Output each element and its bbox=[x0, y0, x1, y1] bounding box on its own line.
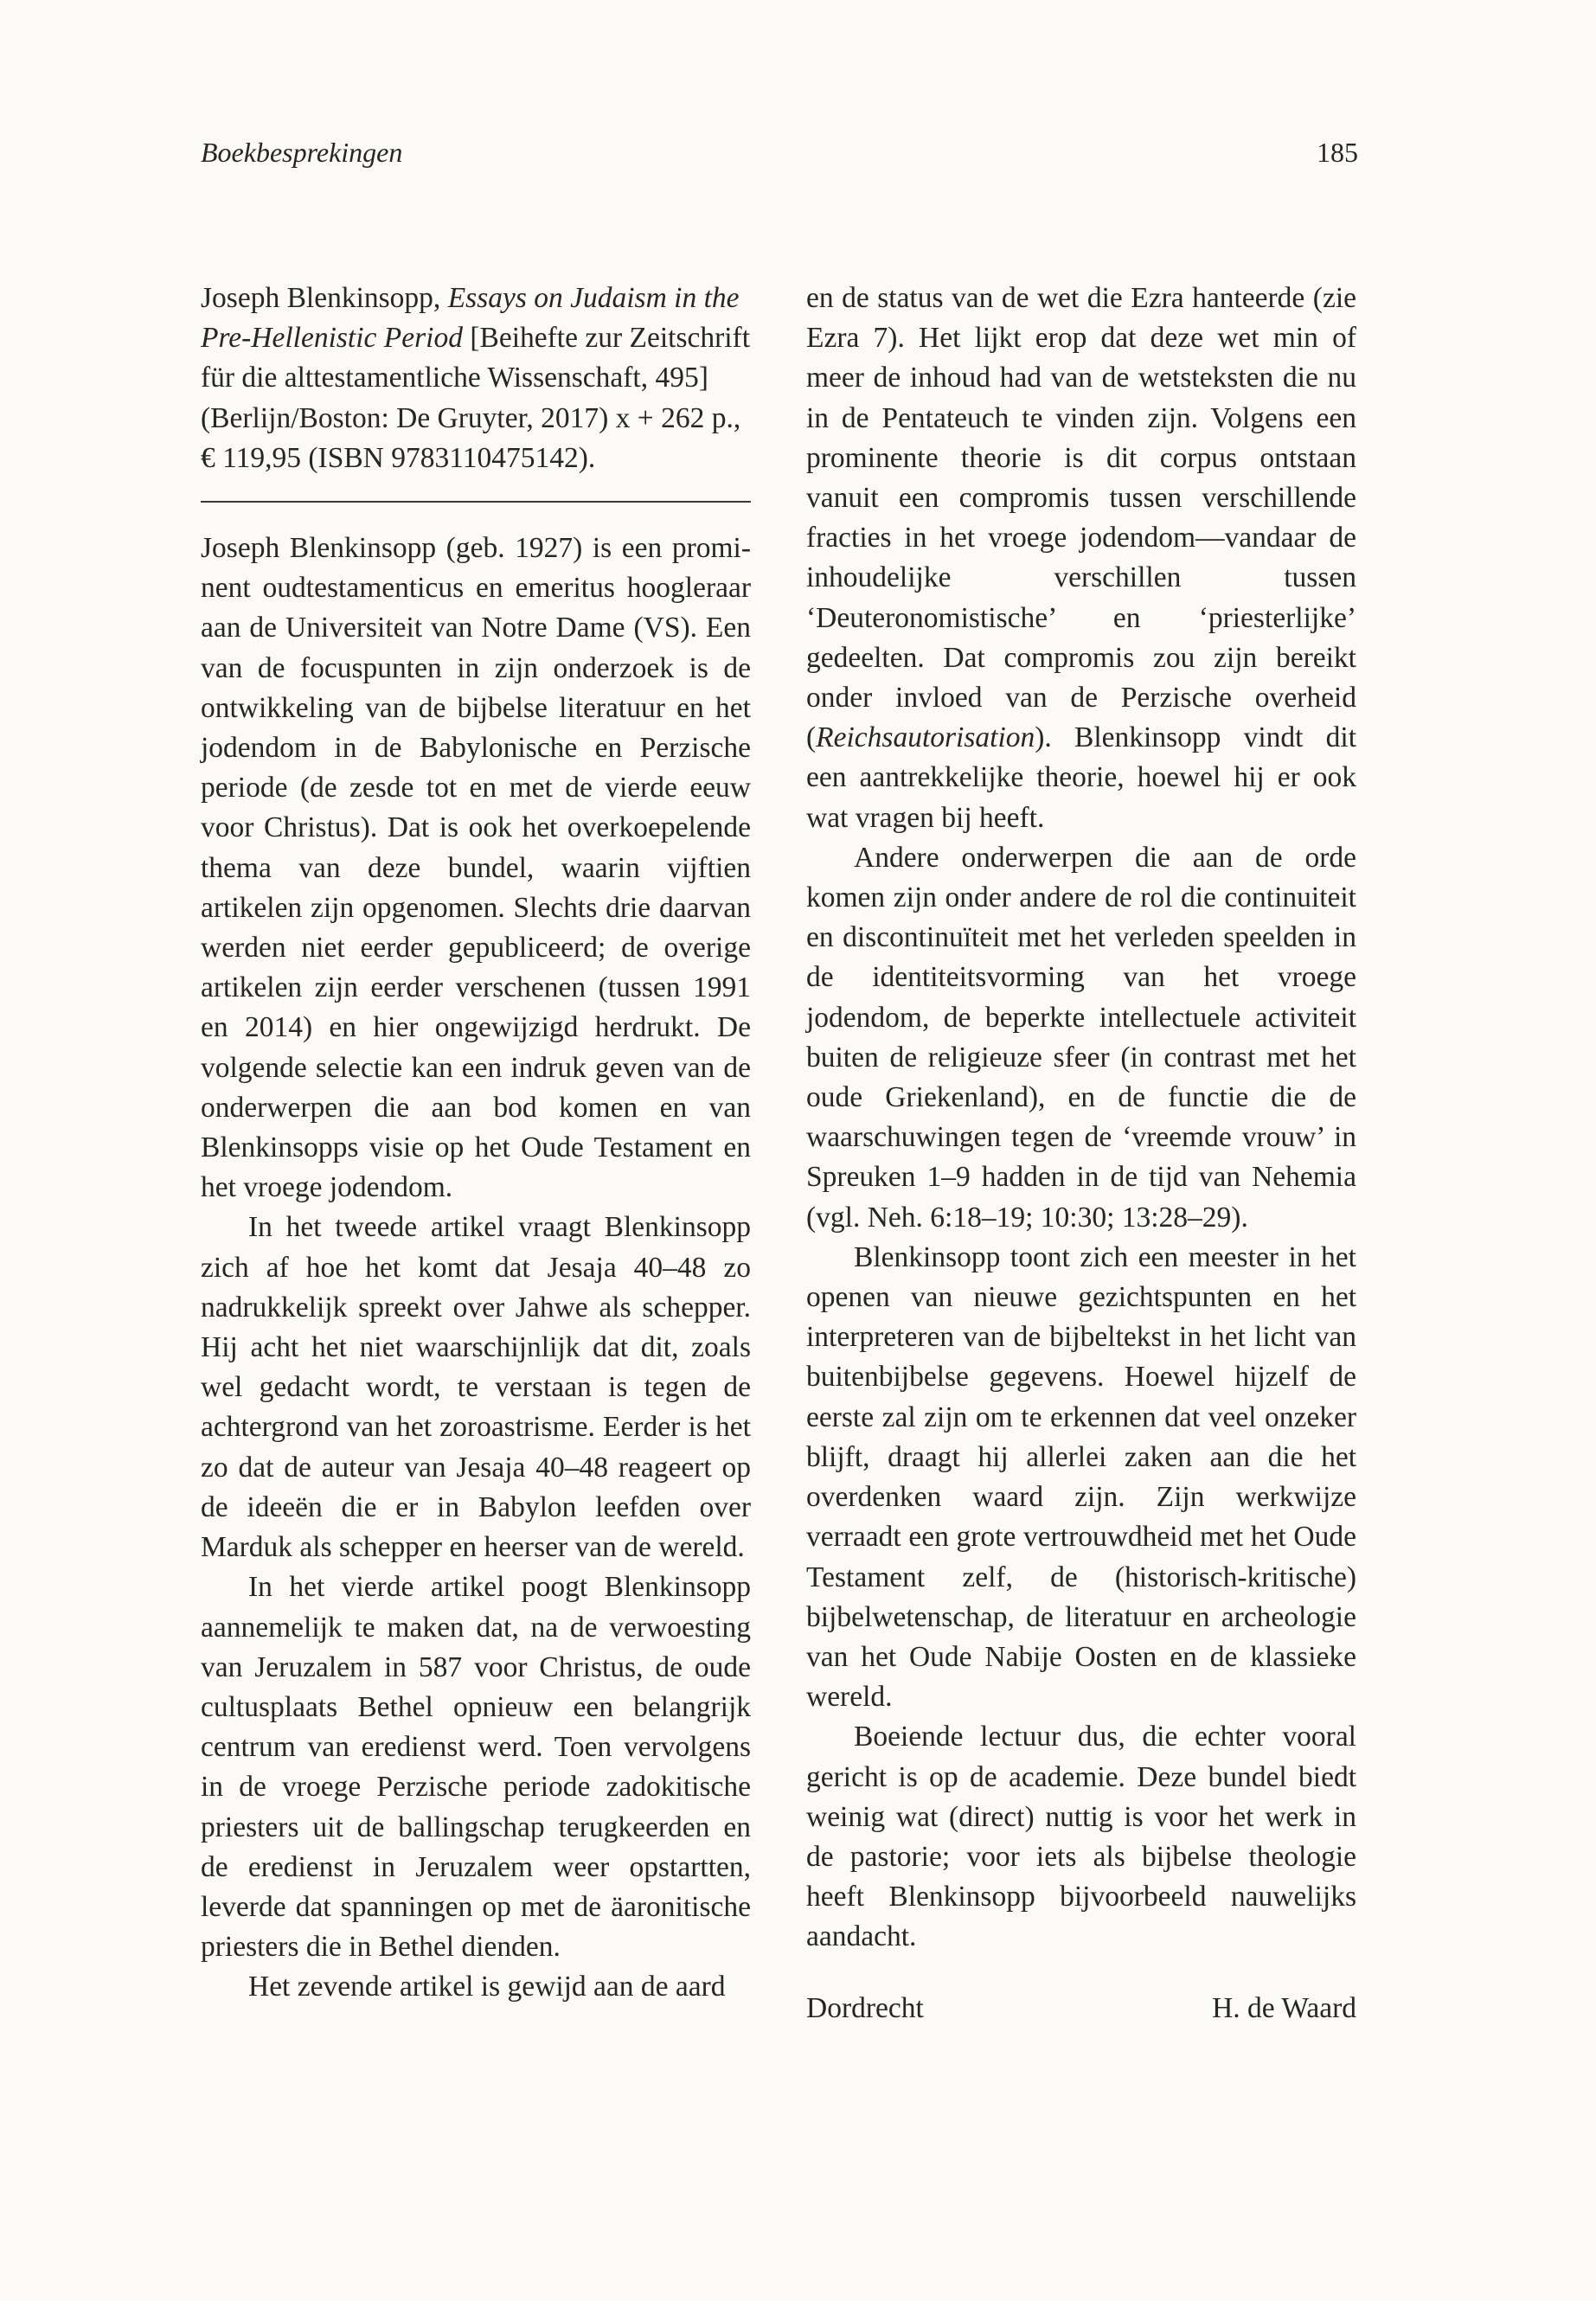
book-title: Essays on Judaism in the Pre-Hellenistic Period bbox=[201, 282, 740, 355]
review-paragraph-7: Boeiende lectuur dus, die echter vooral gericht is op de academie. Deze bundel biedt weinig wat (direct) nuttig is voor het werk in de pastorie; voor iets als bijbelse theologie heeft Blenkinsopp bijvoorbeeld nauwelijks aandacht. bbox=[806, 1721, 1356, 1953]
divider-rule bbox=[201, 501, 751, 503]
signature-place: Dordrecht bbox=[806, 1991, 924, 2024]
running-title: Boekbesprekingen bbox=[201, 137, 403, 168]
review-paragraph-3: In het vierde artikel poogt Blenkinsopp aannemelijk te maken dat, na de verwoesting van Jeruzalem in 587 voor Christus, de oude cultusplaats Bethel opnieuw een belangrijk centrum van eredienst werd. Toen vervolgens in de vroege Perzische periode zadokitische priesters uit de ballingschap terugkeerden en de eredienst in Jeruzalem weer opstartten, leverde dat spanningen op met de äaronitische priesters die in Bethel dienden. bbox=[201, 1571, 751, 1964]
book-details: [Beihefte zur Zeitschrift für die alttestamentliche Wissenschaft, 495] (Berlijn/Boston: De Gruyter, 2017) x + 262 p., € 119,95 (ISBN 9783110475142). bbox=[201, 322, 751, 474]
review-paragraph-4-continued: en de status van de wet die Ezra hanteerde (zie Ezra 7). Het lijkt erop dat deze wet min of meer de inhoud had van de wetsteksten die nu in de Pentateuch te vinden zijn. Volgens een prominente theorie is dit corpus ontstaan vanuit een compromis tussen verschillende fracties in het vroege jodendom—vandaar de inhoudelijke verschillen tussen ‘Deuteronomistische’ en ‘priesterlijke’ gedeelten. Dat compromis zou zijn bereikt onder invloed van de Perzische overheid (Reichsautorisation). Blenkinsopp vindt dit een aantrekkelijke theorie, hoewel hij er ook wat vragen bij heeft. bbox=[806, 282, 1356, 834]
review-term-reichsautorisation: Reichsautorisation bbox=[816, 721, 1035, 754]
signature-author: H. de Waard bbox=[1212, 1991, 1356, 2024]
review-paragraph-5: Andere onderwerpen die aan de orde komen zijn onder andere de rol die continuiteit en discontinuïteit met het verleden speelden in de identiteitsvorming van het vroege jodendom, de beperkte intellectuele activiteit buiten de religieuze sfeer (in contrast met het oude Griekenland), en de functie die de waarschuwingen tegen de ‘vreemde vrouw’ in Spreuken 1–9 hadden in de tijd van Nehemia (vgl. Neh. 6:18–19; 10:30; 13:28–29). bbox=[806, 841, 1356, 1234]
book-reference bbox=[201, 279, 751, 478]
review-paragraph-1: Joseph Blenkinsopp (geb. 1927) is een prominent oudtestamenticus en emeritus hoogleraar aan de Universiteit van Notre Dame (VS). Een van de focuspunten in zijn onderzoek is de ontwikkeling van de bijbelse literatuur en het jodendom in de Babylonische en Perzische periode (de zesde tot en met de vierde eeuw voor Christus). Dat is ook het overkoepelende thema van deze bundel, waarin vijftien artikelen zijn opgenomen. Slechts drie daarvan werden niet eerder gepubliceerd; de overige artikelen zijn eerder verschenen (tussen 1991 en 2014) en hier ongewijzigd herdrukt. De volgende selectie kan een indruk geven van de onderwerpen die aan bod komen en van Blenkinsopps visie op het Oude Testament en het vroege jodendom. bbox=[201, 532, 751, 1204]
review-paragraph-4-start: Het zevende artikel is gewijd aan de aard bbox=[248, 1971, 726, 2003]
signature bbox=[806, 1989, 1356, 2029]
review-paragraph-2: In het tweede artikel vraagt Blenkinsopp zich af hoe het komt dat Jesaja 40–48 zo nadrukkelijk spreekt over Jahwe als schepper. Hij acht het niet waarschijnlijk dat dit, zoals wel gedacht wordt, te verstaan is tegen de achtergrond van het zoroastrisme. Eerder is het zo dat de auteur van Jesaja 40–48 reageert op de ideeën die er in Babylon leefden over Marduk als schepper en heerser van de wereld. bbox=[201, 1211, 751, 1564]
running-head bbox=[201, 137, 1358, 180]
review-paragraph-4-end: ). Blenkinsopp vindt dit een aantrekkelijke theorie, hoewel hij er ook wat vragen bij heeft. bbox=[806, 721, 1356, 834]
right-column bbox=[806, 279, 1356, 2029]
book-author: Joseph Blenkinsopp, bbox=[201, 282, 448, 314]
review-paragraph-6: Blenkinsopp toont zich een meester in het openen van nieuwe gezichtspunten en het interpreteren van de bijbeltekst in het licht van buitenbijbelse gegevens. Hoewel hijzelf de eerste zal zijn om te erkennen dat veel onzeker blijft, draagt hij allerlei zaken aan die het overdenken waard zijn. Zijn werkwijze verraadt een grote vertrouwdheid met het Oude Testament zelf, de (historisch-kritische) bijbelwetenschap, de literatuur en archeologie van het Oude Nabije Oosten en de klassieke wereld. bbox=[806, 1240, 1356, 1714]
left-column bbox=[201, 279, 751, 2008]
page-number: 185 bbox=[1317, 137, 1358, 168]
